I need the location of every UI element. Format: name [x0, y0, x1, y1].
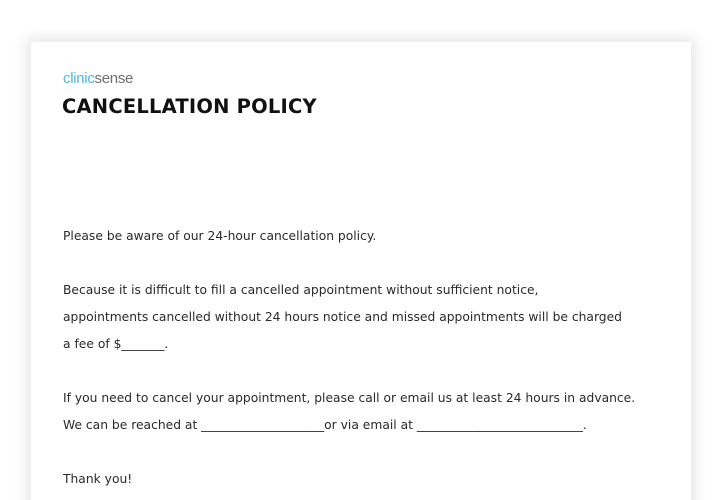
- logo-sense-text: sense: [94, 70, 134, 87]
- intro-paragraph: [63, 223, 376, 250]
- closing-paragraph: [63, 466, 132, 493]
- page-title: CANCELLATION POLICY: [62, 95, 317, 118]
- thank-you-text: Thank you!: [63, 472, 133, 486]
- text-line: appointments cancelled without 24 hours notice and missed appointments will be charged: [63, 310, 622, 324]
- clinicsense-logo: [63, 70, 133, 88]
- text-line: Please be aware of our 24-hour cancellation policy.: [63, 229, 377, 243]
- logo-clinic-text: clinic: [63, 70, 95, 87]
- text-line: If you need to cancel your appointment, please call or email us at least 24 hours in advance.: [63, 391, 636, 405]
- contact-paragraph: [63, 385, 635, 439]
- fee-paragraph: [63, 277, 622, 358]
- fee-blank-line: a fee of $_______.: [63, 337, 169, 351]
- text-line: Because it is difficult to fill a cancelled appointment without sufficient notice,: [63, 283, 539, 297]
- policy-document-page: [31, 42, 691, 500]
- contact-blanks-line: We can be reached at ____________________or via email at ___________________________.: [63, 418, 587, 432]
